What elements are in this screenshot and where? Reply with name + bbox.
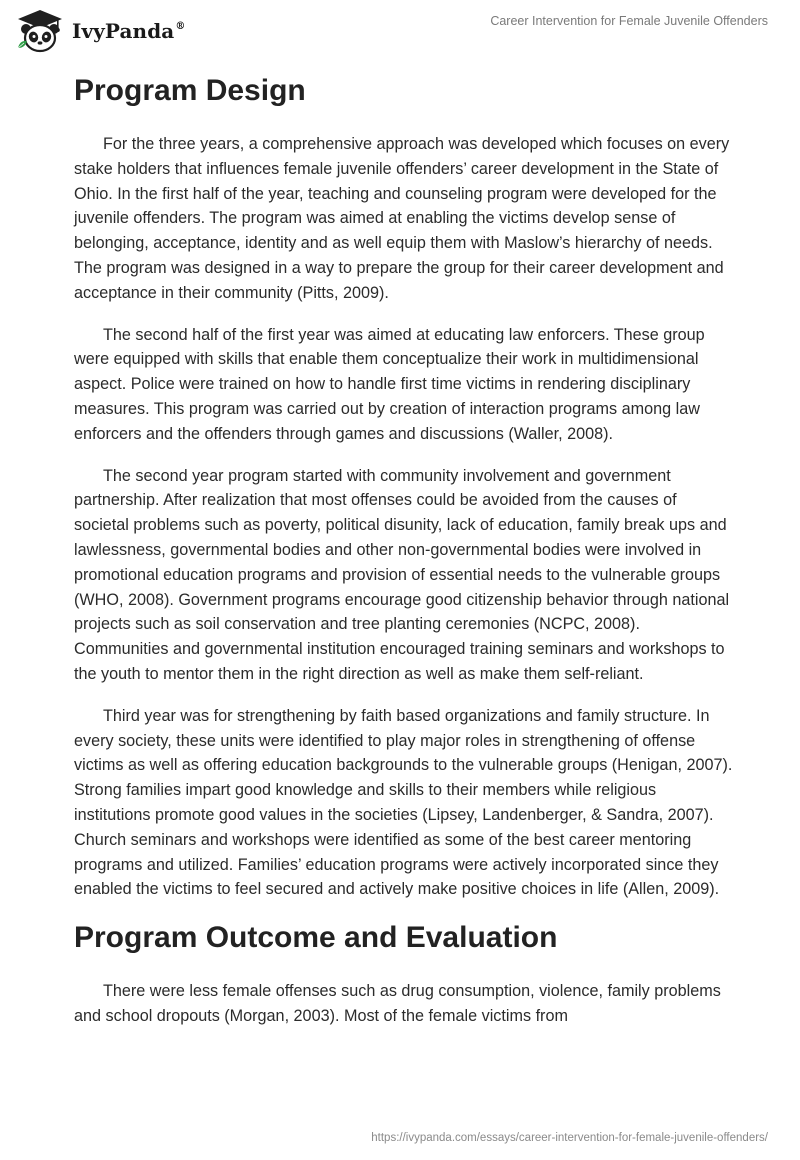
paragraph: For the three years, a comprehensive approach was developed which focuses on every stake holders that influences female juvenile offenders’ career development in the State of Ohio. In the first half of the year, teaching and counseling program were developed for the juvenile offenders. The program was aimed at enabling the victims develop sense of belonging, acceptance, identity and as well equip them with Maslow’s hierarchy of needs. The program was designed in a way to prepare the group for their career development and acceptance in their community (Pitts, 2009). — [74, 135, 730, 302]
essay-content — [74, 72, 734, 1046]
section-heading-program-design: Program Design — [74, 74, 306, 107]
paragraph: There were less female offenses such as drug consumption, violence, family problems and school dropouts (Morgan, 2003). Most of the female victims from — [74, 982, 721, 1025]
paragraph: The second year program started with community involvement and government partnership. After realization that most offenses could be avoided from the causes of societal problems such as poverty, political disunity, lack of education, family break ups and lawlessness, governmental bodies and other non-governmental bodies were involved in promotional education programs and provision of essential needs to the vulnerable groups (WHO, 2008). Government programs encourage good citizenship behavior through national projects such as soil conservation and tree planting ceremonies (NCPC, 2008). Communities and governmental institution encouraged training seminars and workshops to the youth to mentor them in the right direction as well as make them self-reliant. — [74, 466, 730, 683]
ivypanda-logo[interactable] — [14, 8, 185, 54]
paragraph: The second half of the first year was aimed at educating law enforcers. These group were equipped with skills that enable them conceptualize their work in multidimensional aspect. Police were trained on how to handle first time victims in rendering disciplinary measures. This program was carried out by creation of interaction programs among law enforcers and the offenders through games and discussions (Waller, 2008). — [74, 325, 705, 443]
document-title: Career Intervention for Female Juvenile Offenders — [490, 14, 768, 28]
paragraph: Third year was for strengthening by faith based organizations and family structure. In every society, these units were identified to play major roles in strengthening of offense victims as well as offering education backgrounds to the vulnerable groups (Henigan, 2007). Strong families impart good knowledge and skills to their members while religious institutions promote good values in the societies (Lipsey, Landenberger, & Sandra, 2007). Church seminars and workshops were identified as some of the best career mentoring programs and utilized. Families’ education programs were actively incorporated since they enabled the victims to feel secured and actively make positive choices in life (Allen, 2009). — [74, 706, 733, 899]
page-header — [0, 0, 800, 60]
panda-graduate-icon — [14, 8, 66, 54]
section-heading-program-outcome: Program Outcome and Evaluation — [74, 921, 558, 955]
source-url[interactable]: https://ivypanda.com/essays/career-intervention-for-female-juvenile-offenders/ — [371, 1132, 768, 1144]
brand-name: IvyPanda® — [72, 19, 186, 43]
